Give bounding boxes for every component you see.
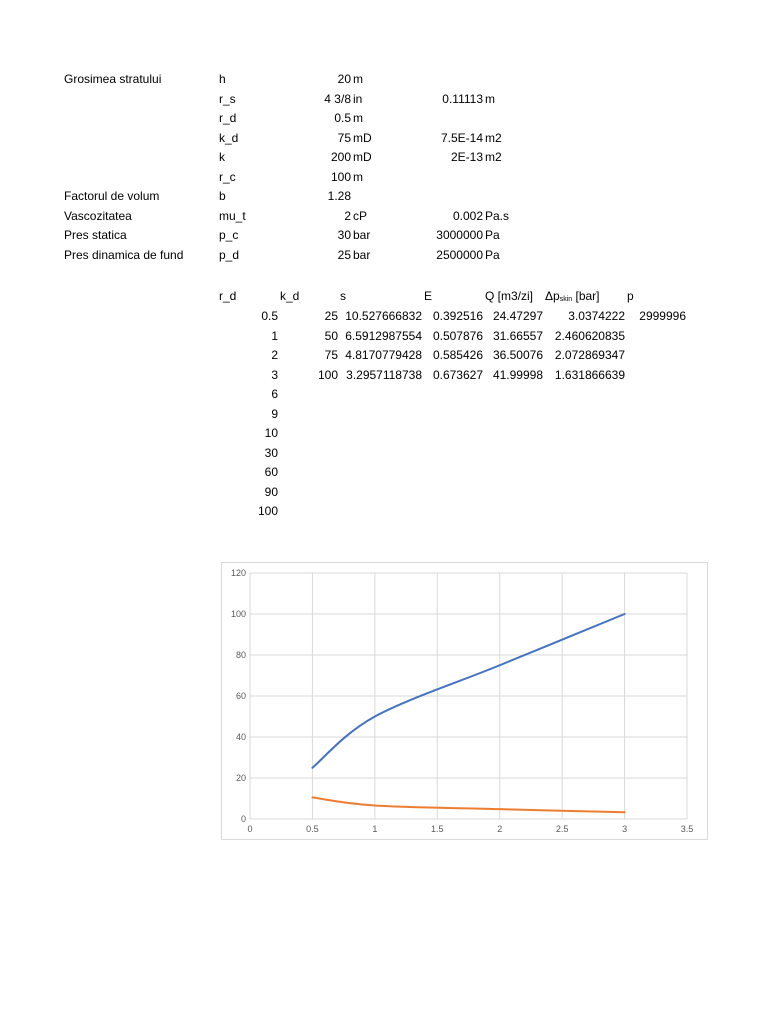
cell-rd: 1 [271, 328, 278, 343]
y-tick-label: 100 [230, 609, 246, 619]
param-value: 0.5 [334, 111, 351, 125]
y-tick-label: 20 [235, 773, 246, 783]
param-symbol: k_d [219, 130, 239, 145]
cell-kd: 75 [324, 348, 338, 362]
param-unit: cP [353, 208, 368, 223]
param-value: 200 [330, 150, 351, 164]
param-label: Factorul de volum [64, 189, 160, 203]
cell-kd: 100 [317, 367, 338, 382]
param-unit: mD [353, 150, 372, 164]
header-dp-skin [545, 289, 600, 307]
param-value: 100 [330, 169, 351, 184]
param-value-si: 3000000 [436, 228, 483, 242]
cell-e: 0.585426 [432, 348, 483, 362]
cell-rd: 9 [271, 406, 278, 421]
param-symbol: b [219, 189, 226, 203]
param-label: Grosimea stratului [64, 72, 162, 86]
param-unit: m [353, 72, 363, 86]
param-symbol: h [219, 72, 226, 86]
cell-e: 0.392516 [432, 309, 483, 323]
param-value: 25 [337, 247, 351, 262]
cell-rd: 0.5 [261, 309, 278, 323]
param-label: Vascozitatea [64, 208, 132, 223]
x-tick-label: 0.5 [306, 824, 319, 834]
cell-q: 41.99998 [492, 367, 543, 382]
chart-svg [221, 562, 694, 840]
cell-s: 3.2957118738 [346, 367, 422, 382]
y-tick-label: 40 [235, 732, 246, 742]
cell-s: 10.527666832 [345, 309, 422, 323]
cell-p: 2999996 [639, 309, 686, 323]
x-tick-label: 3.5 [680, 824, 694, 834]
param-unit: bar [353, 228, 371, 242]
cell-rd: 30 [264, 445, 278, 460]
header-e: E [424, 289, 433, 303]
param-unit-si: m2 [485, 150, 502, 164]
param-unit: m [353, 169, 363, 184]
cell-rd: 3 [271, 367, 278, 382]
cell-s: 6.5912987554 [345, 328, 422, 343]
cell-rd: 2 [271, 348, 278, 362]
param-unit: bar [353, 247, 371, 262]
param-value: 2 [344, 208, 351, 223]
header-dp-main: Δp [545, 289, 560, 303]
param-label: Pres dinamica de fund [64, 247, 184, 262]
cell-q: 36.50076 [492, 348, 543, 362]
cell-rd: 100 [257, 504, 278, 518]
cell-q: 24.47297 [492, 309, 543, 323]
cell-q: 31.66557 [492, 328, 543, 343]
param-unit: in [353, 91, 363, 106]
x-tick-label: 1 [372, 824, 378, 834]
param-unit-si: Pa.s [485, 208, 510, 223]
chart-container [221, 562, 694, 840]
param-unit-si: m2 [485, 130, 502, 145]
cell-s: 4.8170779428 [345, 348, 422, 362]
cell-kd: 50 [324, 328, 338, 343]
cell-e: 0.673627 [432, 367, 483, 382]
x-tick-label: 1.5 [431, 824, 444, 834]
chart-border [222, 563, 708, 840]
param-symbol: k [219, 150, 225, 164]
cell-rd: 6 [271, 387, 278, 401]
param-symbol: p_d [219, 247, 240, 262]
param-unit-si: Pa [485, 228, 500, 242]
param-value: 4 3/8 [324, 91, 351, 106]
param-unit-si: Pa [485, 247, 500, 262]
cell-e: 0.507876 [432, 328, 483, 343]
param-symbol: r_d [219, 111, 237, 125]
param-unit-si: m [485, 91, 495, 106]
header-kd: k_d [280, 289, 300, 303]
x-tick-label: 2 [497, 824, 503, 834]
cell-dp-skin: 1.631866639 [554, 367, 625, 382]
x-tick-label: 2.5 [555, 824, 569, 834]
param-value-si: 0.11113 [442, 91, 483, 106]
param-label: Pres statica [64, 228, 127, 242]
param-symbol: r_c [219, 169, 236, 184]
cell-rd: 10 [264, 426, 278, 440]
header-rd: r_d [219, 289, 237, 303]
param-symbol: mu_t [219, 208, 246, 223]
header-q: Q [m3/zi] [485, 289, 534, 303]
cell-rd: 90 [264, 484, 278, 499]
param-value: 20 [337, 72, 351, 86]
param-value-si: 2500000 [436, 247, 483, 262]
param-value: 1.28 [327, 189, 351, 203]
cell-dp-skin: 3.0374222 [568, 309, 625, 323]
param-value-si: 7.5E-14 [440, 130, 483, 145]
y-tick-label: 80 [235, 650, 246, 660]
param-unit: mD [353, 130, 372, 145]
param-value-si: 2E-13 [450, 150, 483, 164]
cell-kd: 25 [324, 309, 338, 323]
param-symbol: r_s [219, 91, 236, 106]
y-tick-label: 120 [230, 568, 246, 578]
param-value-si: 0.002 [452, 208, 483, 223]
param-value: 30 [337, 228, 351, 242]
param-unit: m [353, 111, 363, 125]
cell-dp-skin: 2.072869347 [554, 348, 625, 362]
y-tick-label: 60 [235, 691, 246, 701]
x-tick-label: 0 [247, 824, 253, 834]
y-tick-label: 0 [240, 814, 246, 824]
param-value: 75 [337, 130, 351, 145]
cell-rd: 60 [264, 465, 278, 479]
cell-dp-skin: 2.460620835 [554, 328, 625, 343]
param-symbol: p_c [219, 228, 239, 242]
header-dp-subscript: skin [559, 296, 573, 303]
x-tick-label: 3 [622, 824, 628, 834]
header-s: s [340, 289, 346, 303]
header-dp-unit: [bar] [572, 289, 600, 303]
header-p: p [627, 289, 634, 303]
